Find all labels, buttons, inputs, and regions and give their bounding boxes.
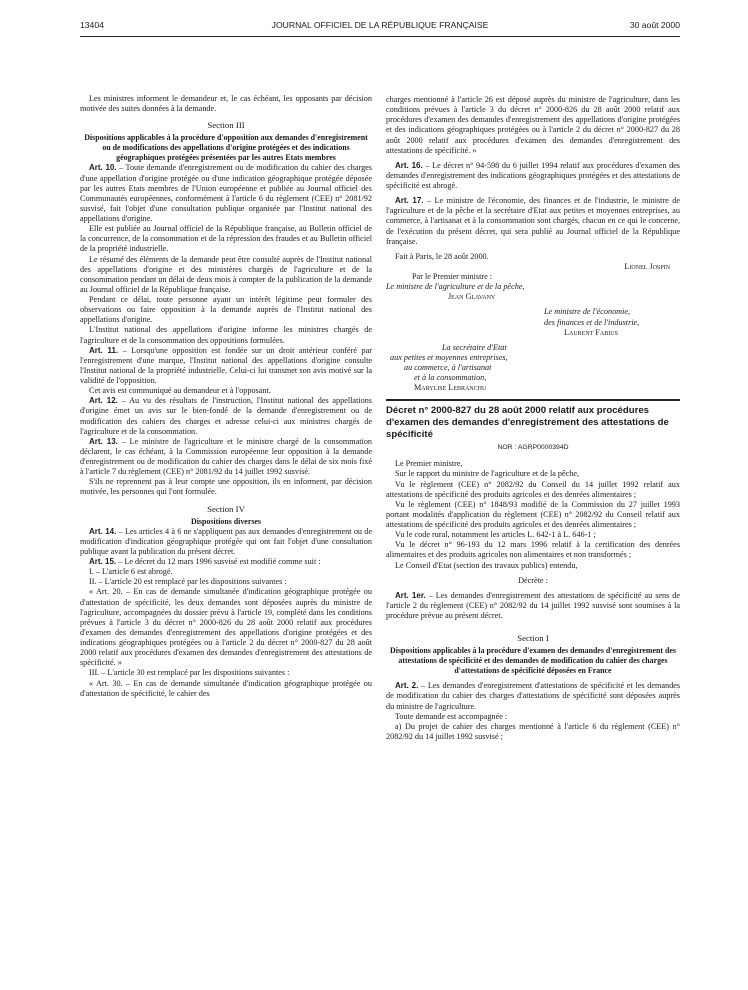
continued-paragraph: charges mentionné à l'article 26 est déposé auprès du ministre de l'agriculture, dans les conditions prévues à l'article 3 du décret n° 2000-826 du 28 août 2000 relatif aux procédures d'examen des demandes d'enregistrement des appellations d'origine protégées et des indications géographiques protégées ou à l'article 2 du décret n° 2000-827 du 28 août 2000 relatif aux procédures d'examen des demandes d'enregistrement des attestations de spécificité. » <box>386 95 680 155</box>
paragraph: Vu le décret n° 96-193 du 12 mars 1996 relatif à la certification des denrées alimentaires et des produits agricoles non alimentaires et non transformés ; <box>386 540 680 560</box>
article-2: Art. 2. – Les demandes d'enregistrement d'attestations de spécificité et les demandes de modification du cahier des charges d'attestations de spécificité sont déposées auprès du ministre de l'agriculture. <box>386 681 681 711</box>
paragraph: Vu le règlement (CEE) n° 1848/93 modifié de la Commission du 27 juillet 1993 portant modalités d'application du règlement (CEE) n° 2082/92 du Conseil relatif aux attestations de spécificité des produits agricoles et des denrées alimentaires ; <box>386 499 680 530</box>
article-17: Art. 17. – Le ministre de l'économie, des finances et de l'industrie, le ministre de l'agriculture et de la pêche et la secrétaire d'Etat aux petites et moyennes entreprises, au commerce, à l'artisanat et à la consommation sont chargés, chacun en ce qui le concerne, de l'exécution du présent décret, qui sera publié au Journal officiel de la République française. <box>386 196 680 246</box>
secretary-title-1: La secrétaire d'Etat <box>442 342 507 352</box>
paragraph: Sur le rapport du ministre de l'agriculture et de la pêche, <box>395 469 580 479</box>
article-12-label: Art. 12. <box>89 396 118 406</box>
article-11-label: Art. 11. <box>89 345 119 355</box>
minister-agriculture-title: Le ministre de l'agriculture et de la pêche, <box>386 282 525 292</box>
article-2-label: Art. 2. <box>395 681 419 691</box>
article-16: Art. 16. – Le décret n° 94-598 du 6 juillet 1994 relatif aux procédures d'examen des demandes d'enregistrement des indications géographiques protégées et des attestations de spécificité est abrogé. <box>386 160 680 190</box>
article-11: Art. 11. – Lorsqu'une opposition est fondée sur un droit antérieur conféré par l'enregistrement d'une marque, l'Institut national des appellations d'origine consulte l'Institut national de la propriété industrielle. Celui-ci lui transmet son avis motivé sur la validité de l'opposition. <box>80 345 372 385</box>
page-header <box>80 20 680 34</box>
article-10-label: Art. 10. <box>89 163 117 173</box>
paragraph: L'Institut national des appellations d'origine informe les ministres chargés de l'agriculture et de la consommation des oppositions formulées. <box>80 325 372 345</box>
signature-date: Fait à Paris, le 28 août 2000. <box>395 251 489 261</box>
quoted-article-30: « Art. 30. – En cas de demande simultanée d'indication géographique protégée ou d'attestation de spécificité, le cahier des <box>80 678 372 698</box>
signature-agriculture: Jean Glavany <box>448 292 496 302</box>
article-16-label: Art. 16. <box>395 160 423 170</box>
article-14: Art. 14. – Les articles 4 à 6 ne s'appliquent pas aux demandes d'enregistrement ou de modification d'indication géographique protégée qui ont fait l'objet d'une consultation publique avant la publication du présent décret. <box>80 526 372 556</box>
decree-title: Décret n° 2000-827 du 28 août 2000 relatif aux procédures d'examen des demandes d'enregistrement des attestations de spécificité <box>386 405 669 440</box>
paragraph: Vu le code rural, notamment les articles L. 642-1 à L. 646-1 ; <box>395 530 596 540</box>
minister-economy-title-2: des finances et de l'industrie, <box>544 317 640 327</box>
article-15: Art. 15. – Le décret du 12 mars 1996 susvisé est modifié comme suit : <box>89 557 321 566</box>
article-14-label: Art. 14. <box>89 526 117 536</box>
section-1-label: Section I <box>517 633 549 644</box>
paragraph: Elle est publiée au Journal officiel de la République française, au Bulletin officiel de la concurrence, de la consommation et de la répression des fraudes et au Bulletin officiel de la propriété industrielle. <box>80 224 372 254</box>
minister-economy-title-1: Le ministre de l'économie, <box>544 307 631 317</box>
section-1-heading: Dispositions applicables à la procédure d'examen des demandes d'enregistrement des attestations de spécificité et des demandes de modification du cahier des charges d'attestations de spécificité déposées en France <box>390 646 676 676</box>
section-4-label: Section IV <box>207 503 245 514</box>
paragraph: I. – L'article 6 est abrogé. <box>89 567 173 577</box>
paragraph: Toute demande est accompagnée : <box>395 711 508 721</box>
intro-paragraph: Les ministres informent le demandeur et, le cas échéant, les opposants par décision motivée des suites données à la demande. <box>80 94 372 114</box>
paragraph: Pendant ce délai, toute personne ayant un intérêt légitime peut formuler des observations ou faire opposition à la demande auprès de l'Institut national des appellations d'origine. <box>80 295 372 325</box>
header-rule <box>80 36 680 37</box>
article-13-label: Art. 13. <box>89 436 118 446</box>
par-le-premier-ministre: Par le Premier ministre : <box>412 272 493 281</box>
signature-secretary: Marylise Lebranchu <box>414 383 487 393</box>
left-column <box>80 94 372 699</box>
paragraph: S'ils ne reprennent pas à leur compte une opposition, ils en informent, par décision motivée, les personnes qui l'ont formulée. <box>80 477 372 497</box>
paragraph: II. – L'article 20 est remplacé par les dispositions suivantes : <box>89 577 287 587</box>
section-4-heading: Dispositions diverses <box>191 516 261 526</box>
secretary-title-3: au commerce, à l'artisanat <box>404 363 492 372</box>
article-13: Art. 13. – Le ministre de l'agriculture et le ministre chargé de la consommation déclarent, le cas échéant, à la Commission européenne leur opposition à la demande d'enregistrement ou de modification du cahier des charges dans le délai de six mois fixé à l'article 7 du règlement (CEE) n° 2081/92 du 14 juillet 1992 susvisé. <box>80 436 373 477</box>
issue-date: 30 août 2000 <box>629 20 680 30</box>
signature-economy: Laurent Fabius <box>564 327 618 337</box>
article-1: Art. 1er. – Les demandes d'enregistrement des attestations de spécificité au sens de l'article 2 du règlement (CEE) n° 2082/92 du 14 juillet 1992 susvisé sont soumises à la procédure prévue au présent décret. <box>386 590 681 621</box>
decree-title-block <box>386 399 680 453</box>
paragraph: III. – L'article 30 est remplacé par les dispositions suivantes : <box>89 668 290 678</box>
article-17-label: Art. 17. <box>395 196 424 206</box>
secretary-title-4: et à la consommation, <box>414 373 487 383</box>
signature-prime-minister: Lionel Jospin <box>624 261 670 271</box>
decrete: Décrète : <box>518 575 548 585</box>
article-1-label: Art. 1er. <box>395 590 426 600</box>
quoted-article-20: « Art. 20. – En cas de demande simultanée d'indication géographique protégée ou d'attestation de spécificité, les deux demandes sont déposées auprès du ministre de l'agriculture, accompagnées du dossier prévu à l'article 19, complété dans les conditions prévues à l'article 3 du décret n° 2000-826 du 28 août 2000 relatif aux procédures d'examen des demandes d'enregistrement des appellations d'origine protégées et des indications géographiques protégées ou à l'article 2 du décret n° 2000-827 du 28 août 2000 relatif aux procédures d'examen des demandes d'enregistrement des attestations de spécificité. » <box>80 587 372 668</box>
paragraph: a) Du projet de cahier des charges mentionné à l'article 6 du règlement (CEE) n° 2082/92 du 14 juillet 1992 susvisé ; <box>386 721 680 741</box>
nor-reference: NOR : AGRP0000394D <box>497 444 569 452</box>
article-15-label: Art. 15. <box>89 557 117 566</box>
right-column <box>386 95 680 742</box>
paragraph: Vu le règlement (CEE) n° 2082/92 du Conseil du 14 juillet 1992 relatif aux attestations de spécificité des produits agricoles et des denrées alimentaires ; <box>386 479 680 499</box>
article-12: Art. 12. – Au vu des résultats de l'instruction, l'Institut national des appellations d'origine émet un avis sur le bien-fondé de la demande d'enregistrement ou de modification des cahiers des charges et adresse celui-ci aux ministres chargés de l'agriculture et de la consommation. <box>80 396 372 436</box>
journal-title: JOURNAL OFFICIEL DE LA RÉPUBLIQUE FRANÇAISE <box>271 20 489 30</box>
article-10: Art. 10. – Toute demande d'enregistrement ou de modification du cahier des charges d'une appellation d'origine protégée ou d'une indication géographique protégée déposée par les autres Etats membres de l'Union européenne et publiée au Journal officiel des Communautés européennes, conformément à l'article 6 du règlement (CEE) n° 2081/92 susvisé, fait l'objet d'une consultation publique organisée par l'Institut national des appellations d'origine. <box>80 163 372 223</box>
paragraph: Le Conseil d'Etat (section des travaux publics) entendu, <box>395 560 578 570</box>
paragraph: Le Premier ministre, <box>395 459 463 469</box>
page-number: 13404 <box>80 20 104 30</box>
section-3-label: Section III <box>207 120 245 131</box>
section-3-heading: Dispositions applicables à la procédure d'opposition aux demandes d'enregistrement ou de modifications des appellations d'origine protégées et des indications géographiques protégées présentées par les autres Etats membres <box>84 133 368 163</box>
secretary-title-2: aux petites et moyennes entreprises, <box>390 352 508 362</box>
paragraph: Cet avis est communiqué au demandeur et à l'opposant. <box>89 386 271 396</box>
paragraph: Le résumé des éléments de la demande peut être consulté auprès de l'Institut national des appellations d'origine et des ministères chargés de l'agriculture et de la consommation pendant un délai de deux mois à compter de la publication de la demande au Journal officiel de la République française. <box>80 254 372 294</box>
